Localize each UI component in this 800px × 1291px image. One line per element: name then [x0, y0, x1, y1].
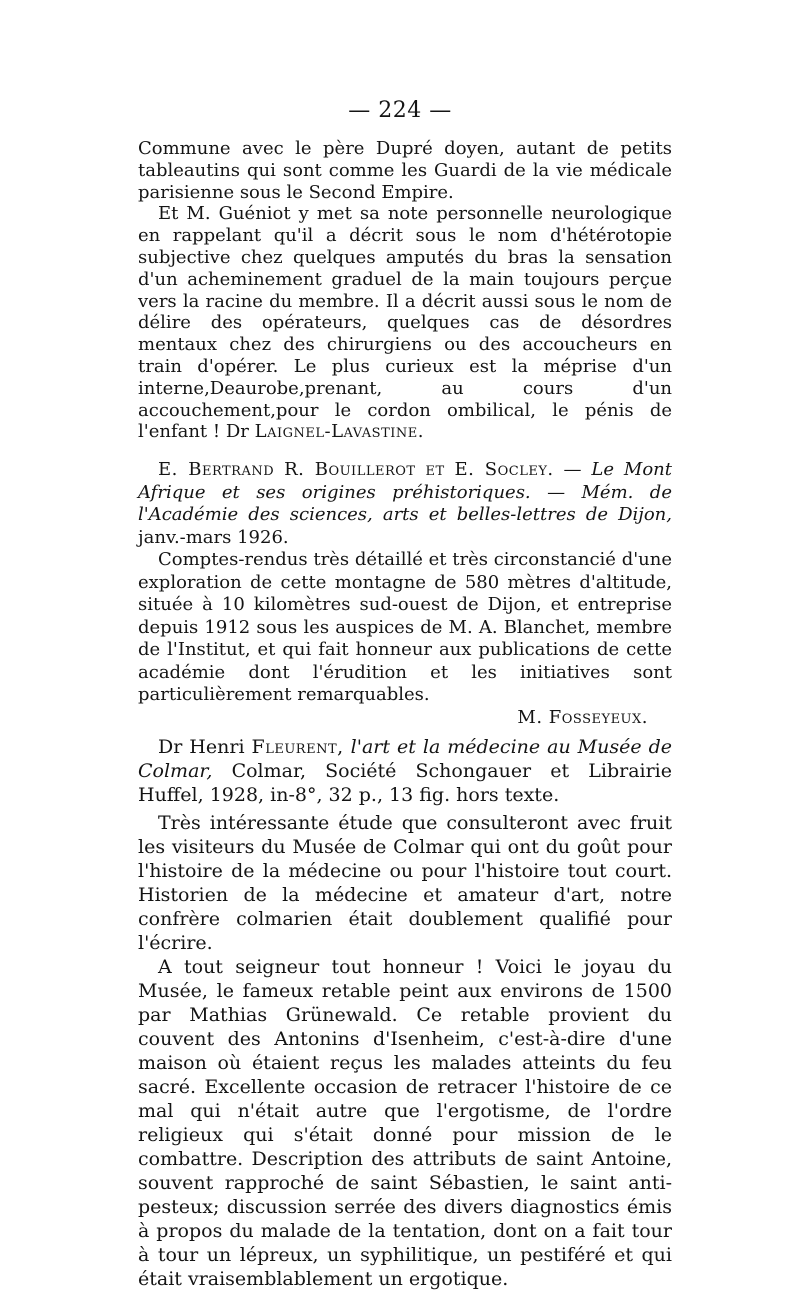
review3-title: l'art et la médecine au Musée de Colmar, — [138, 736, 672, 783]
review1-signature-title: Dr — [225, 421, 249, 443]
review2-journal: Mém. de l'Académie des sciences, arts et belles-lettres de Dijon, — [138, 481, 672, 526]
review3-author-name: Fleurent, — [251, 736, 344, 759]
review2-conjunction: et — [425, 459, 445, 481]
review1-signature: Laignel-Lavastine. — [254, 421, 424, 443]
review2-title: Le Mont Afrique et ses origines préhistoriques. — [138, 459, 672, 503]
review2-citation — [138, 459, 672, 549]
review1-continuation: Commune avec le père Dupré doyen, autant de petits tableautins qui sont comme les Guardi de la vie médicale parisienne sous le Second Empire. — [138, 138, 672, 203]
review2-author-3: E. Socley. — [454, 459, 554, 481]
review1-paragraph-text: Et M. Guéniot y met sa note personnelle neurologique en rappelant qu'il a décrit sous le nom d'hétérotopie subjective chez quelques amputés du bras la sensation d'un acheminement graduel de la main toujours perçue vers la racine du membre. Il a décrit aussi sous le nom de délire des opérateurs, quelques cas de désordres mentaux chez des chirurgiens ou des accoucheurs en train d'opérer. Le plus curieux est la méprise d'un interne,Deaurobe,prenant, au cours d'un accouchement,pour le cordon ombilical, le pénis de l'enfant ! — [138, 203, 672, 443]
review3-publication: Colmar, Société Schongauer et Librairie Huffel, 1928, in-8°, 32 p., 13 fig. hors texte. — [138, 760, 672, 807]
review-guenot — [138, 138, 672, 443]
page-number: — 224 — — [348, 98, 452, 123]
review2-date: janv.-mars 1926. — [138, 526, 289, 548]
review2-dash-2: — — [547, 481, 566, 503]
review3-paragraph-1: Très intéressante étude que consulteront avec fruit les visiteurs du Musée de Colmar qui ont du goût pour l'histoire de la médecine ou pour l'histoire tout court. Historien de la médecine et amateur d'art, notre confrère colmarien était doublement qualifié pour l'écrire. — [138, 812, 672, 955]
review2-dash: — — [563, 459, 582, 481]
review2-author-1: E. Bertrand — [158, 459, 275, 481]
review2-author-2: R. Bouillerot — [284, 459, 416, 481]
review3-author-title: Dr Henri — [158, 736, 245, 759]
review3-paragraph-2: A tout seigneur tout honneur ! Voici le joyau du Musée, le fameux retable peint aux environs de 1500 par Mathias Grünewald. Ce retable provient du couvent des Antonins d'Isenheim, c'est-à-dire d'une maison où étaient reçus les malades atteints du feu sacré. Excellente occasion de retracer l'histoire de ce mal qui n'était autre que l'ergotisme, de l'ordre religieux qui s'était donné pour mission de le combattre. Description des attributs de saint Antoine, souvent rapproché de saint Sébastien, le saint anti-pesteux; discussion serrée des divers diagnostics émis à propos du malade de la tentation, dont on a fait tour à tour un lépreux, un syphilitique, un pestiféré et qui était vraisemblablement un ergotique. — [138, 956, 672, 1291]
review-colmar — [138, 735, 672, 1291]
review2-signature: M. Fosseyeux. — [517, 706, 648, 728]
page-body — [138, 138, 672, 1291]
review3-citation — [138, 735, 672, 807]
review1-paragraph — [138, 203, 672, 443]
review2-body: Comptes-rendus très détaillé et très circonstancié d'une exploration de cette montagne de 580 mètres d'altitude, située à 10 kilomètres sud-ouest de Dijon, et entreprise depuis 1912 sous les auspices de M. A. Blanchet, membre de l'Institut, et qui fait honneur aux publications de cette académie dont l'érudition et les initiatives sont particulièrement remarquables. — [138, 549, 672, 706]
review-mont-afrique — [138, 459, 672, 729]
